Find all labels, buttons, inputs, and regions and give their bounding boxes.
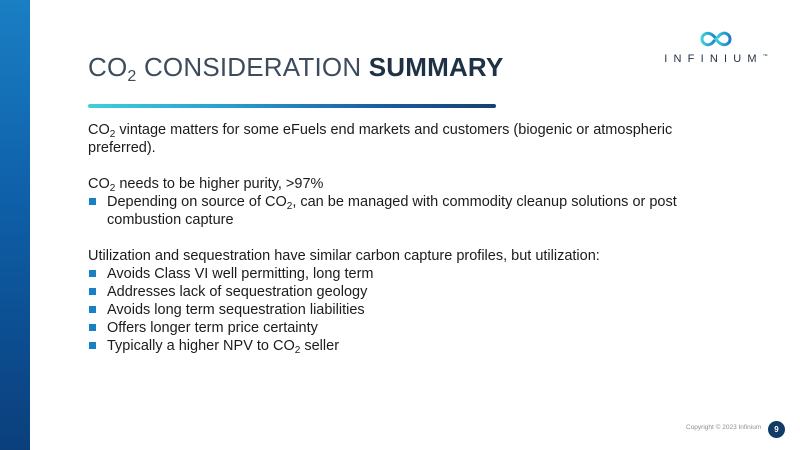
page-number-badge: 9 xyxy=(768,421,785,438)
p1-subscript: 2 xyxy=(109,129,116,140)
bullet-last-text-a: Typically a higher NPV to CO xyxy=(107,338,295,354)
title-rest: CONSIDERATION xyxy=(136,52,369,82)
paragraph-co2-vintage xyxy=(88,121,728,157)
bullet1-subscript: 2 xyxy=(286,201,293,212)
bullet1-text-a: Depending on source of CO xyxy=(107,194,287,210)
paragraph-co2-purity xyxy=(88,175,728,193)
purity-bullet-list xyxy=(88,193,728,229)
list-item xyxy=(88,301,728,319)
p2-co: CO xyxy=(88,176,110,192)
bullet-text: Offers longer term price certainty xyxy=(107,320,318,336)
title-co: CO xyxy=(88,52,128,82)
bullet-text: Addresses lack of sequestration geology xyxy=(107,284,368,300)
p1-co: CO xyxy=(88,122,110,138)
bullet-last-subscript: 2 xyxy=(294,345,301,356)
copyright-text: Copyright © 2023 Infinium xyxy=(686,424,762,431)
p2-text: needs to be higher purity, >97% xyxy=(115,176,324,192)
square-bullet-icon xyxy=(89,288,96,295)
title-subscript: 2 xyxy=(127,68,137,85)
list-item xyxy=(88,193,728,229)
title-underline xyxy=(88,104,496,108)
bullet-text: Avoids long term sequestration liabilities xyxy=(107,302,365,318)
square-bullet-icon xyxy=(89,306,96,313)
list-item xyxy=(88,319,728,337)
bullet-last-text-b: seller xyxy=(300,338,340,354)
infinity-loop-icon xyxy=(699,30,733,48)
p2-subscript: 2 xyxy=(109,183,116,194)
square-bullet-icon xyxy=(89,342,96,349)
logo-wordmark xyxy=(656,53,776,65)
paragraph-utilization: Utilization and sequestration have similar carbon capture profiles, but utilization: xyxy=(88,248,600,264)
logo-trademark: ™ xyxy=(762,53,768,60)
infinium-logo xyxy=(656,30,776,70)
list-item xyxy=(88,265,728,283)
left-accent-band xyxy=(0,0,30,450)
list-item xyxy=(88,337,728,355)
list-item xyxy=(88,283,728,301)
utilization-bullet-list xyxy=(88,265,728,355)
square-bullet-icon xyxy=(89,198,96,205)
square-bullet-icon xyxy=(89,324,96,331)
logo-wordmark-text: INFINIUM xyxy=(664,53,763,65)
title-bold: SUMMARY xyxy=(368,52,504,82)
bullet1-text-b: , can be managed with commodity cleanup solutions or post combustion capture xyxy=(107,194,677,228)
square-bullet-icon xyxy=(89,270,96,277)
slide-body xyxy=(88,121,728,355)
slide-title xyxy=(88,52,503,83)
p1-text: vintage matters for some eFuels end markets and customers (biogenic or atmospheric preferred). xyxy=(88,122,673,156)
bullet-text: Avoids Class VI well permitting, long term xyxy=(107,266,374,282)
